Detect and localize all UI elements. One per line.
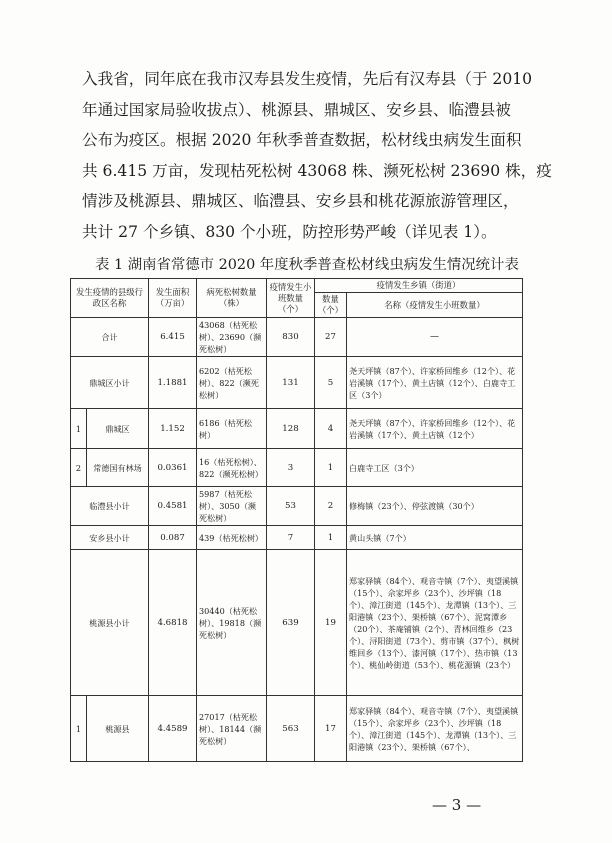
row-plots: 3 bbox=[267, 449, 315, 487]
table-caption: 表 1 湖南省常德市 2020 年度秋季普查松材线虫病发生情况统计表 bbox=[95, 257, 519, 273]
row-area: 1.1881 bbox=[149, 357, 197, 409]
row-town-count: 1 bbox=[315, 526, 347, 550]
table-row-total bbox=[71, 318, 523, 357]
row-area: 4.6818 bbox=[149, 550, 197, 696]
row-trees: 16（枯死松树）、822（濒死松树） bbox=[197, 449, 267, 487]
row-area: 6.415 bbox=[149, 318, 197, 357]
row-plots: 563 bbox=[267, 696, 315, 762]
row-town-count: 5 bbox=[315, 357, 347, 409]
row-town-count: 1 bbox=[315, 449, 347, 487]
row-name: 合计 bbox=[71, 318, 149, 357]
row-index: 1 bbox=[71, 409, 87, 449]
table-row-subtotal bbox=[71, 487, 523, 526]
header-plots: 疫情发生小班数量（个） bbox=[267, 279, 315, 318]
row-plots: 7 bbox=[267, 526, 315, 550]
table-row-subtotal bbox=[71, 526, 523, 550]
row-town-names: 尧天坪镇（87个）、许家桥回维乡（12个）、花岩溪镇（17个）、黄土店镇（12个）、白鹿寺工区（3个） bbox=[347, 357, 523, 409]
row-trees: 5987（枯死松树）、3050（濒死松树） bbox=[197, 487, 267, 526]
table-row-subtotal bbox=[71, 357, 523, 409]
row-town-names: 白鹿寺工区（3个） bbox=[347, 449, 523, 487]
row-town-count: 17 bbox=[315, 696, 347, 762]
row-area: 1.152 bbox=[149, 409, 197, 449]
row-area: 0.4581 bbox=[149, 487, 197, 526]
paragraph-line: 入我省，同年底在我市汉寿县发生疫情，先后有汉寿县（于 2010 bbox=[82, 70, 533, 88]
row-town-count: 19 bbox=[315, 550, 347, 696]
row-area: 0.087 bbox=[149, 526, 197, 550]
page-number: — 3 — bbox=[432, 796, 482, 814]
row-trees: 43068（枯死松树）、23690（濒死松树） bbox=[197, 318, 267, 357]
row-town-count: 2 bbox=[315, 487, 347, 526]
header-trees: 病死松树数量（株） bbox=[197, 279, 267, 318]
header-towns-count: 数量（个） bbox=[315, 293, 347, 318]
row-town-names: 修梅镇（23个）、停弦渡镇（30个） bbox=[347, 487, 523, 526]
paragraph-line: 公布为疫区。根据 2020 年秋季普查数据，松材线虫病发生面积 bbox=[82, 131, 522, 150]
paragraph-line: 共计 27 个乡镇、830 个小班，防控形势严峻（详见表 1）。 bbox=[82, 222, 497, 241]
row-trees: 27017（枯死松树）、18144（濒死松树） bbox=[197, 696, 267, 762]
row-plots: 53 bbox=[267, 487, 315, 526]
row-town-names: 郑家驿镇（84个）、观音寺镇（7个）、夷望溪镇（15个）、佘家坪乡（23个）、沙坪镇（18个）、漳江街道（145个）、龙潭镇（13个）、三阳港镇（23个）、架桥镇（67个）、 bbox=[347, 696, 523, 762]
row-town-count: 4 bbox=[315, 409, 347, 449]
table-row-subtotal bbox=[71, 550, 523, 696]
row-name: 桃源县小计 bbox=[71, 550, 149, 696]
body-paragraph bbox=[82, 64, 552, 248]
table-row bbox=[71, 696, 523, 762]
paragraph-line: 年通过国家局验收拔点）、桃源县、鼎城区、安乡县、临澧县被 bbox=[82, 100, 511, 119]
row-name: 桃源县 bbox=[87, 696, 149, 762]
row-plots: 830 bbox=[267, 318, 315, 357]
row-index: 2 bbox=[71, 449, 87, 487]
table-row bbox=[71, 449, 523, 487]
row-town-names: 黄山头镇（7个） bbox=[347, 526, 523, 550]
row-name: 常德国有林场 bbox=[87, 449, 149, 487]
row-area: 0.0361 bbox=[149, 449, 197, 487]
header-area: 发生面积（万亩） bbox=[149, 279, 197, 318]
row-index: 1 bbox=[71, 696, 87, 762]
row-name: 安乡县小计 bbox=[71, 526, 149, 550]
statistics-table bbox=[70, 278, 523, 762]
row-name: 临澧县小计 bbox=[71, 487, 149, 526]
table-header-row bbox=[71, 279, 523, 293]
table-row bbox=[71, 409, 523, 449]
row-name: 鼎城区小计 bbox=[71, 357, 149, 409]
row-town-count: 27 bbox=[315, 318, 347, 357]
row-trees: 439（枯死松树） bbox=[197, 526, 267, 550]
paragraph-line: 共 6.415 万亩，发现枯死松树 43068 株、濒死松树 23690 株，疫 bbox=[82, 161, 552, 180]
row-town-names: 尧天坪镇（87个）、许家桥回维乡（12个）、花岩溪镇（17个）、黄土店镇（12个） bbox=[347, 409, 523, 449]
row-name: 鼎城区 bbox=[87, 409, 149, 449]
row-plots: 128 bbox=[267, 409, 315, 449]
row-trees: 30440（枯死松树）、19818（濒死松树） bbox=[197, 550, 267, 696]
row-trees: 6202（枯死松树）、822（濒死松树） bbox=[197, 357, 267, 409]
header-district: 发生疫情的县级行政区名称 bbox=[71, 279, 149, 318]
row-trees: 6186（枯死松树） bbox=[197, 409, 267, 449]
paragraph-line: 情涉及桃源县、鼎城区、临澧县、安乡县和桃花源旅游管理区， bbox=[82, 192, 519, 211]
row-plots: 131 bbox=[267, 357, 315, 409]
row-area: 4.4589 bbox=[149, 696, 197, 762]
row-town-names: 郑家驿镇（84个）、观音寺镇（7个）、夷望溪镇（15个）、佘家坪乡（23个）、沙坪镇（18个）、漳江街道（145个）、龙潭镇（13个）、三阳港镇（23个）、架桥镇（67个）、泥窝潭乡（20个）、茶庵铺镇（2个）、青林回维乡（23个）、浔阳街道（73个）、剪市镇（37个）、枫树维回乡（13个）、漆河镇（17个）、热市镇（13个）、桃仙岭街道（53个）、桃花源镇（23个） bbox=[347, 550, 523, 696]
header-towns-names: 名称（疫情发生小班数量） bbox=[347, 293, 523, 318]
row-plots: 639 bbox=[267, 550, 315, 696]
row-town-names: — bbox=[347, 318, 523, 357]
header-towns-group: 疫情发生乡镇（街道） bbox=[315, 279, 523, 293]
